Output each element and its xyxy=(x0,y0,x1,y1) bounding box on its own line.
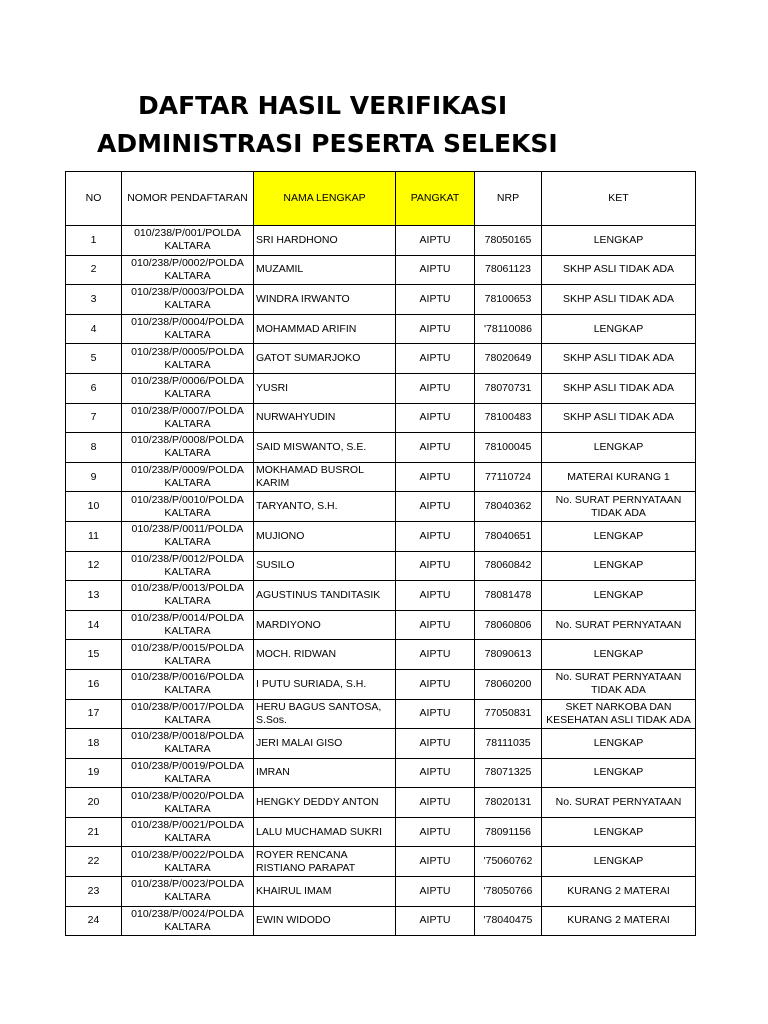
cell-ket: No. SURAT PERNYATAAN TIDAK ADA xyxy=(542,669,696,699)
table-row xyxy=(66,521,696,551)
table-row xyxy=(66,906,696,936)
cell-rank: AIPTU xyxy=(396,640,475,670)
cell-no: 17 xyxy=(66,699,122,729)
cell-nrp: 78060806 xyxy=(475,610,542,640)
cell-nrp: 77110724 xyxy=(475,462,542,492)
cell-nrp: 78090613 xyxy=(475,640,542,670)
cell-registration-number: 010/238/P/0010/POLDA KALTARA xyxy=(122,492,254,522)
cell-ket: SKHP ASLI TIDAK ADA xyxy=(542,285,696,315)
cell-nrp: 78081478 xyxy=(475,581,542,611)
table-row xyxy=(66,640,696,670)
cell-ket: KURANG 2 MATERAI xyxy=(542,877,696,907)
cell-no: 13 xyxy=(66,581,122,611)
cell-no: 18 xyxy=(66,729,122,759)
cell-ket: LENGKAP xyxy=(542,551,696,581)
cell-nrp: 78020131 xyxy=(475,788,542,818)
cell-no: 4 xyxy=(66,314,122,344)
cell-full-name: SAID MISWANTO, S.E. xyxy=(254,433,396,463)
cell-no: 14 xyxy=(66,610,122,640)
table-row xyxy=(66,255,696,285)
header-registration-number: NOMOR PENDAFTARAN xyxy=(122,172,254,226)
cell-registration-number: 010/238/P/0013/POLDA KALTARA xyxy=(122,581,254,611)
document-title-line-2: ADMINISTRASI PESERTA SELEKSI xyxy=(97,129,558,158)
cell-rank: AIPTU xyxy=(396,255,475,285)
cell-full-name: WINDRA IRWANTO xyxy=(254,285,396,315)
table-row xyxy=(66,226,696,256)
table-row xyxy=(66,373,696,403)
cell-no: 3 xyxy=(66,285,122,315)
cell-ket: SKHP ASLI TIDAK ADA xyxy=(542,373,696,403)
cell-ket: No. SURAT PERNYATAAN xyxy=(542,788,696,818)
cell-full-name: JERI MALAI GISO xyxy=(254,729,396,759)
header-ket: KET xyxy=(542,172,696,226)
cell-rank: AIPTU xyxy=(396,226,475,256)
cell-full-name: EWIN WIDODO xyxy=(254,906,396,936)
cell-ket: No. SURAT PERNYATAAN TIDAK ADA xyxy=(542,492,696,522)
cell-rank: AIPTU xyxy=(396,462,475,492)
cell-ket: SKHP ASLI TIDAK ADA xyxy=(542,344,696,374)
table-row xyxy=(66,314,696,344)
cell-ket: LENGKAP xyxy=(542,758,696,788)
table-row xyxy=(66,492,696,522)
header-rank: PANGKAT xyxy=(396,172,475,226)
cell-full-name: AGUSTINUS TANDITASIK xyxy=(254,581,396,611)
table-row xyxy=(66,344,696,374)
cell-registration-number: 010/238/P/0006/POLDA KALTARA xyxy=(122,373,254,403)
cell-rank: AIPTU xyxy=(396,285,475,315)
cell-registration-number: 010/238/P/0019/POLDA KALTARA xyxy=(122,758,254,788)
cell-nrp: 78100045 xyxy=(475,433,542,463)
table-row xyxy=(66,403,696,433)
header-nrp: NRP xyxy=(475,172,542,226)
cell-nrp: 78100653 xyxy=(475,285,542,315)
cell-nrp: 78070731 xyxy=(475,373,542,403)
table-row xyxy=(66,758,696,788)
cell-full-name: MUZAMIL xyxy=(254,255,396,285)
cell-no: 24 xyxy=(66,906,122,936)
cell-ket: LENGKAP xyxy=(542,226,696,256)
cell-nrp: 78071325 xyxy=(475,758,542,788)
cell-registration-number: 010/238/P/0023/POLDA KALTARA xyxy=(122,877,254,907)
cell-full-name: SRI HARDHONO xyxy=(254,226,396,256)
cell-rank: AIPTU xyxy=(396,521,475,551)
cell-registration-number: 010/238/P/0015/POLDA KALTARA xyxy=(122,640,254,670)
table-body xyxy=(66,226,696,936)
cell-nrp: 78060842 xyxy=(475,551,542,581)
cell-rank: AIPTU xyxy=(396,403,475,433)
cell-ket: LENGKAP xyxy=(542,817,696,847)
cell-nrp: '78040475 xyxy=(475,906,542,936)
table-row xyxy=(66,433,696,463)
table-row xyxy=(66,669,696,699)
cell-registration-number: 010/238/P/0005/POLDA KALTARA xyxy=(122,344,254,374)
cell-no: 6 xyxy=(66,373,122,403)
cell-nrp: '75060762 xyxy=(475,847,542,877)
cell-rank: AIPTU xyxy=(396,551,475,581)
cell-registration-number: 010/238/P/0004/POLDA KALTARA xyxy=(122,314,254,344)
table-row xyxy=(66,581,696,611)
cell-full-name: YUSRI xyxy=(254,373,396,403)
table-row xyxy=(66,817,696,847)
cell-registration-number: 010/238/P/0017/POLDA KALTARA xyxy=(122,699,254,729)
cell-rank: AIPTU xyxy=(396,373,475,403)
cell-full-name: I PUTU SURIADA, S.H. xyxy=(254,669,396,699)
cell-rank: AIPTU xyxy=(396,669,475,699)
cell-full-name: TARYANTO, S.H. xyxy=(254,492,396,522)
cell-full-name: HENGKY DEDDY ANTON xyxy=(254,788,396,818)
cell-registration-number: 010/238/P/0018/POLDA KALTARA xyxy=(122,729,254,759)
table-row xyxy=(66,551,696,581)
header-no: NO xyxy=(66,172,122,226)
cell-nrp: 78020649 xyxy=(475,344,542,374)
cell-full-name: IMRAN xyxy=(254,758,396,788)
cell-no: 12 xyxy=(66,551,122,581)
cell-no: 9 xyxy=(66,462,122,492)
cell-full-name: ROYER RENCANA RISTIANO PARAPAT xyxy=(254,847,396,877)
cell-nrp: 78091156 xyxy=(475,817,542,847)
cell-rank: AIPTU xyxy=(396,758,475,788)
cell-ket: LENGKAP xyxy=(542,640,696,670)
cell-registration-number: 010/238/P/0008/POLDA KALTARA xyxy=(122,433,254,463)
cell-registration-number: 010/238/P/0011/POLDA KALTARA xyxy=(122,521,254,551)
cell-full-name: MOCH. RIDWAN xyxy=(254,640,396,670)
cell-rank: AIPTU xyxy=(396,847,475,877)
cell-nrp: 77050831 xyxy=(475,699,542,729)
cell-registration-number: 010/238/P/0020/POLDA KALTARA xyxy=(122,788,254,818)
cell-ket: LENGKAP xyxy=(542,847,696,877)
cell-rank: AIPTU xyxy=(396,492,475,522)
cell-registration-number: 010/238/P/0021/POLDA KALTARA xyxy=(122,817,254,847)
cell-rank: AIPTU xyxy=(396,877,475,907)
cell-registration-number: 010/238/P/0022/POLDA KALTARA xyxy=(122,847,254,877)
cell-full-name: MOHAMMAD ARIFIN xyxy=(254,314,396,344)
cell-registration-number: 010/238/P/0007/POLDA KALTARA xyxy=(122,403,254,433)
cell-rank: AIPTU xyxy=(396,581,475,611)
cell-full-name: MARDIYONO xyxy=(254,610,396,640)
header-full-name: NAMA LENGKAP xyxy=(254,172,396,226)
cell-no: 20 xyxy=(66,788,122,818)
cell-nrp: 78111035 xyxy=(475,729,542,759)
document-title-line-1: DAFTAR HASIL VERIFIKASI xyxy=(138,91,508,120)
cell-no: 23 xyxy=(66,877,122,907)
cell-no: 21 xyxy=(66,817,122,847)
cell-ket: LENGKAP xyxy=(542,314,696,344)
cell-ket: SKHP ASLI TIDAK ADA xyxy=(542,403,696,433)
cell-rank: AIPTU xyxy=(396,699,475,729)
cell-no: 15 xyxy=(66,640,122,670)
cell-nrp: 78040362 xyxy=(475,492,542,522)
cell-full-name: SUSILO xyxy=(254,551,396,581)
cell-no: 22 xyxy=(66,847,122,877)
cell-ket: LENGKAP xyxy=(542,729,696,759)
cell-registration-number: 010/238/P/0003/POLDA KALTARA xyxy=(122,285,254,315)
cell-rank: AIPTU xyxy=(396,788,475,818)
cell-registration-number: 010/238/P/0002/POLDA KALTARA xyxy=(122,255,254,285)
cell-nrp: 78100483 xyxy=(475,403,542,433)
table-row xyxy=(66,285,696,315)
table-row xyxy=(66,847,696,877)
cell-nrp: 78040651 xyxy=(475,521,542,551)
cell-full-name: HERU BAGUS SANTOSA, S.Sos. xyxy=(254,699,396,729)
cell-full-name: GATOT SUMARJOKO xyxy=(254,344,396,374)
cell-ket: No. SURAT PERNYATAAN xyxy=(542,610,696,640)
cell-rank: AIPTU xyxy=(396,817,475,847)
cell-no: 10 xyxy=(66,492,122,522)
cell-rank: AIPTU xyxy=(396,344,475,374)
cell-ket: LENGKAP xyxy=(542,521,696,551)
table-header-row xyxy=(66,172,696,226)
cell-no: 2 xyxy=(66,255,122,285)
cell-ket: MATERAI KURANG 1 xyxy=(542,462,696,492)
cell-nrp: '78110086 xyxy=(475,314,542,344)
cell-registration-number: 010/238/P/0012/POLDA KALTARA xyxy=(122,551,254,581)
cell-no: 16 xyxy=(66,669,122,699)
cell-no: 11 xyxy=(66,521,122,551)
cell-no: 1 xyxy=(66,226,122,256)
verification-table xyxy=(65,171,696,936)
cell-ket: LENGKAP xyxy=(542,581,696,611)
table-row xyxy=(66,729,696,759)
cell-full-name: KHAIRUL IMAM xyxy=(254,877,396,907)
cell-registration-number: 010/238/P/0014/POLDA KALTARA xyxy=(122,610,254,640)
cell-registration-number: 010/238/P/0024/POLDA KALTARA xyxy=(122,906,254,936)
table-row xyxy=(66,610,696,640)
cell-full-name: MUJIONO xyxy=(254,521,396,551)
cell-nrp: 78061123 xyxy=(475,255,542,285)
cell-registration-number: 010/238/P/001/POLDA KALTARA xyxy=(122,226,254,256)
cell-ket: SKET NARKOBA DAN KESEHATAN ASLI TIDAK ADA xyxy=(542,699,696,729)
cell-ket: LENGKAP xyxy=(542,433,696,463)
cell-full-name: NURWAHYUDIN xyxy=(254,403,396,433)
table-row xyxy=(66,788,696,818)
cell-registration-number: 010/238/P/0016/POLDA KALTARA xyxy=(122,669,254,699)
cell-no: 19 xyxy=(66,758,122,788)
cell-no: 8 xyxy=(66,433,122,463)
cell-full-name: LALU MUCHAMAD SUKRI xyxy=(254,817,396,847)
cell-full-name: MOKHAMAD BUSROL KARIM xyxy=(254,462,396,492)
cell-ket: KURANG 2 MATERAI xyxy=(542,906,696,936)
cell-no: 5 xyxy=(66,344,122,374)
cell-rank: AIPTU xyxy=(396,610,475,640)
table-row xyxy=(66,462,696,492)
cell-rank: AIPTU xyxy=(396,433,475,463)
cell-rank: AIPTU xyxy=(396,314,475,344)
cell-registration-number: 010/238/P/0009/POLDA KALTARA xyxy=(122,462,254,492)
cell-ket: SKHP ASLI TIDAK ADA xyxy=(542,255,696,285)
table-row xyxy=(66,877,696,907)
table-row xyxy=(66,699,696,729)
cell-rank: AIPTU xyxy=(396,906,475,936)
cell-nrp: '78050766 xyxy=(475,877,542,907)
cell-rank: AIPTU xyxy=(396,729,475,759)
cell-no: 7 xyxy=(66,403,122,433)
cell-nrp: 78060200 xyxy=(475,669,542,699)
cell-nrp: 78050165 xyxy=(475,226,542,256)
